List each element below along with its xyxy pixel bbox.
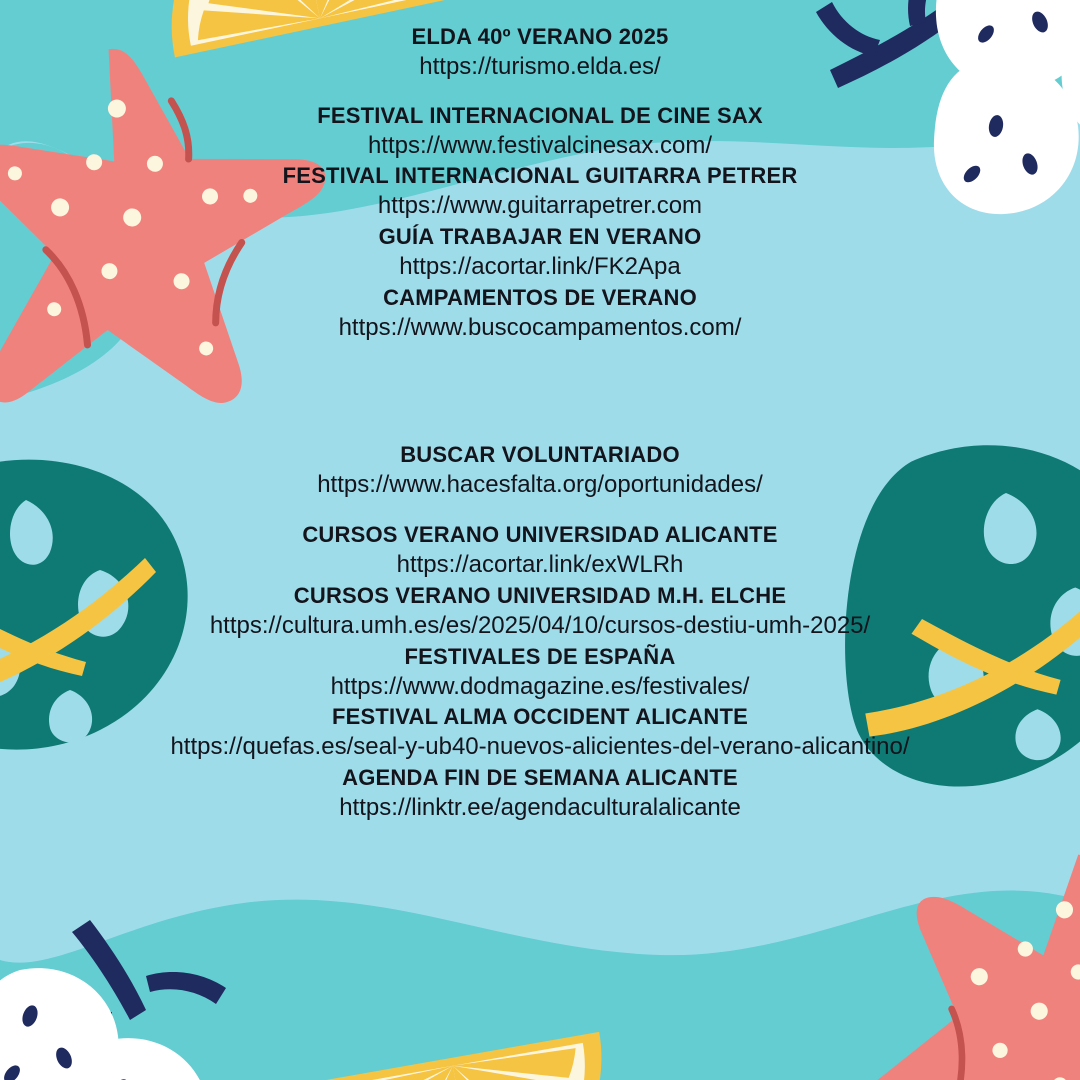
entry-title: AGENDA FIN DE SEMANA ALICANTE	[342, 765, 738, 791]
entry-url[interactable]: https://www.dodmagazine.es/festivales/	[330, 672, 750, 700]
list-item[interactable]	[0, 642, 1080, 703]
entry-url[interactable]: https://turismo.elda.es/	[419, 53, 661, 81]
list-item[interactable]	[0, 702, 1080, 763]
entry-title: BUSCAR VOLUNTARIADO	[400, 441, 680, 467]
entry-url[interactable]: https://www.guitarrapetrer.com	[377, 192, 703, 220]
spacer	[0, 83, 1080, 101]
list-item[interactable]	[0, 763, 1080, 824]
entry-title: CURSOS VERANO UNIVERSIDAD ALICANTE	[302, 522, 778, 548]
list-item[interactable]	[0, 581, 1080, 642]
entry-url[interactable]: https://www.hacesfalta.org/oportunidades/	[317, 470, 763, 498]
list-item[interactable]	[0, 161, 1080, 222]
entry-url[interactable]: https://acortar.link/exWLRh	[396, 551, 684, 579]
entry-url[interactable]: https://www.festivalcinesax.com/	[367, 131, 713, 159]
list-item[interactable]	[0, 222, 1080, 283]
links-group-top	[0, 22, 1080, 344]
entry-title: GUÍA TRABAJAR EN VERANO	[378, 224, 702, 250]
list-item[interactable]	[0, 283, 1080, 344]
entry-url[interactable]: https://cultura.umh.es/es/2025/04/10/cursos-destiu-umh-2025/	[209, 611, 871, 639]
list-item[interactable]	[0, 440, 1080, 501]
entry-title: CAMPAMENTOS DE VERANO	[383, 284, 697, 310]
entry-title: CURSOS VERANO UNIVERSIDAD M.H. ELCHE	[293, 582, 787, 608]
entry-url[interactable]: https://www.buscocampamentos.com/	[338, 313, 742, 341]
entry-title: FESTIVAL ALMA OCCIDENT ALICANTE	[331, 704, 749, 730]
entry-title: FESTIVAL INTERNACIONAL DE CINE SAX	[317, 102, 763, 128]
list-item[interactable]	[0, 101, 1080, 162]
entry-title: FESTIVALES DE ESPAÑA	[404, 643, 676, 669]
list-item[interactable]	[0, 22, 1080, 83]
entry-title: ELDA 40º VERANO 2025	[411, 24, 669, 49]
entry-url[interactable]: https://linktr.ee/agendaculturalalicante	[339, 794, 741, 822]
entry-url[interactable]: https://acortar.link/FK2Apa	[399, 253, 681, 281]
links-group-bottom	[0, 520, 1080, 824]
list-item[interactable]	[0, 520, 1080, 581]
links-group-middle	[0, 440, 1080, 501]
entry-title: FESTIVAL INTERNACIONAL GUITARRA PETRER	[282, 163, 798, 189]
entry-url[interactable]: https://quefas.es/seal-y-ub40-nuevos-alicientes-del-verano-alicantino/	[170, 733, 910, 761]
